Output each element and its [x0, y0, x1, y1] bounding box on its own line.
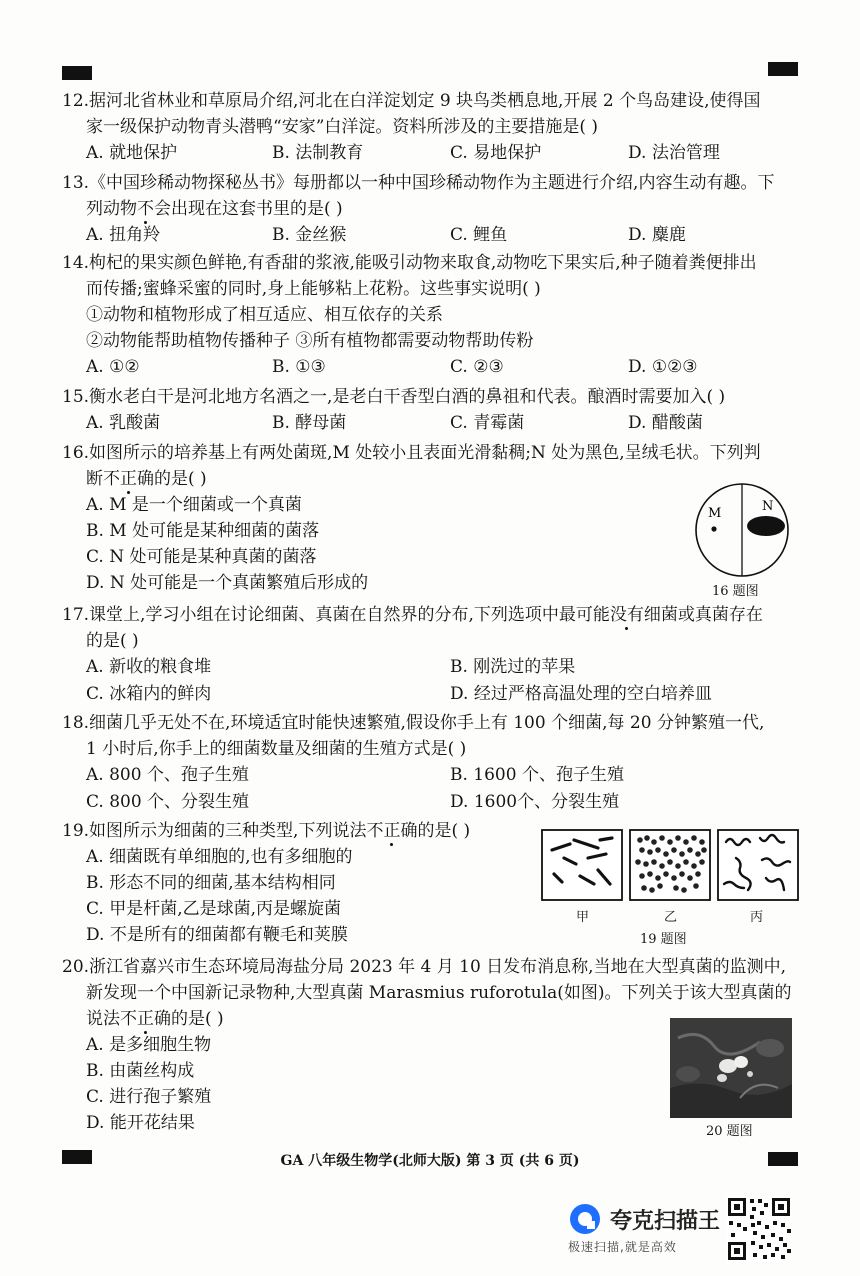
- question-12-stem-line-2: 家一级保护动物青头潜鸭“安家”白洋淀。资料所涉及的主要措施是( ): [86, 117, 599, 137]
- figure-19-caption: 19 题图: [640, 932, 687, 947]
- question-15-stem-line-1: 15.衡水老白干是河北地方名酒之一,是老白干香型白酒的鼻祖和代表。酿酒时需要加入( ): [62, 387, 726, 407]
- option-d: D. 麋鹿: [628, 225, 686, 245]
- mushroom-cap: [717, 1074, 727, 1082]
- emphasis-dot-text: 不正确: [103, 469, 154, 489]
- question-16-stem-line-1: 16.如图所示的培养基上有两处菌斑,M 处较小且表面光滑黏稠;N 处为黑色,呈绒毛状。下列判: [62, 443, 761, 463]
- question-14: [62, 250, 802, 380]
- option-d: D. 经过严格高温处理的空白培养皿: [450, 684, 712, 704]
- page-footer: GA 八年级生物学(北师大版) 第 3 页 (共 6 页): [280, 1153, 580, 1169]
- option-d: D. 1600个、分裂生殖: [450, 792, 620, 812]
- label-m: M: [708, 506, 722, 521]
- panel-bacilli: [542, 830, 622, 900]
- question-18-options-row-2: [62, 789, 802, 816]
- option-b: B. 形态不同的细菌,基本结构相同: [86, 873, 336, 893]
- question-17-options-row-1: [62, 654, 802, 681]
- figure-19-label-yi: 乙: [664, 910, 678, 925]
- question-13-options: [62, 222, 802, 248]
- scanner-brand-name: 夸克扫描王: [610, 1209, 721, 1234]
- question-20-stem-line-2: 新发现一个中国新记录物种,大型真菌 Marasmius ruforotula(如图)。下列关于该大型真菌的: [86, 983, 792, 1003]
- question-17: [62, 602, 802, 708]
- option-b: B. 酵母菌: [272, 413, 347, 433]
- option-c: C. 甲是杆菌,乙是球菌,丙是螺旋菌: [86, 899, 342, 919]
- mushroom-cap: [734, 1056, 748, 1068]
- figure-16-caption: 16 题图: [712, 584, 759, 599]
- question-14-stem-line-1: 14.枸杞的果实颜色鲜艳,有香甜的浆液,能吸引动物来取食,动物吃下果实后,种子随着粪便排出: [62, 253, 757, 273]
- question-20-stem-line-3: 说法不正确的是( ): [86, 1009, 224, 1029]
- option-a: A. 扭角羚: [86, 225, 161, 245]
- option-d: D. N 处可能是一个真菌繁殖后形成的: [86, 573, 369, 593]
- option-a: A. 乳酸菌: [86, 413, 161, 433]
- question-14-stem-line-2: 而传播;蜜蜂采蜜的同时,身上能够粘上花粉。这些事实说明( ): [86, 279, 541, 299]
- option-c: C. ②③: [450, 357, 504, 377]
- option-a: A. 是多细胞生物: [86, 1035, 212, 1055]
- scanner-tagline: 极速扫描,就是高效: [568, 1240, 677, 1254]
- question-14-statement-2: ②动物能帮助植物传播种子 ③所有植物都需要动物帮助传粉: [86, 331, 534, 351]
- question-20-stem-line-1: 20.浙江省嘉兴市生态环境局海盐分局 2023 年 4 月 10 日发布消息称,当地在大型真菌的监测中,: [62, 957, 786, 977]
- question-18: [62, 710, 802, 816]
- option-b: B. 由菌丝构成: [86, 1061, 195, 1081]
- registration-mark-top-right: [768, 62, 798, 76]
- question-13-stem-line-2: 列动物不会出现在这套书里的是( ): [86, 199, 343, 219]
- option-d: D. 法治管理: [628, 143, 720, 163]
- panel-cocci: [630, 830, 710, 900]
- option-c: C. 进行孢子繁殖: [86, 1087, 212, 1107]
- label-n: N: [762, 499, 774, 514]
- question-19-stem-line-1: 19.如图所示为细菌的三种类型,下列说法不正确的是( ): [62, 821, 471, 841]
- registration-mark-top-left: [62, 66, 92, 80]
- question-15-options: [62, 410, 802, 436]
- question-14-statement-1: ①动物和植物形成了相互适应、相互依存的关系: [86, 305, 443, 325]
- option-b: B. M 处可能是某种细菌的菌落: [86, 521, 320, 541]
- option-b: B. ①③: [272, 357, 326, 377]
- option-b: B. 1600 个、孢子生殖: [450, 765, 624, 785]
- question-12: [62, 88, 802, 166]
- emphasis-dot-text: 不: [137, 199, 154, 219]
- emphasis-dot-text: 不正确: [366, 821, 418, 841]
- question-18-stem-line-1: 18.细菌几乎无处不在,环境适宜时能快速繁殖,假设你手上有 100 个细菌,每 20 分钟繁殖一代,: [62, 713, 765, 733]
- option-b: B. 刚洗过的苹果: [450, 657, 576, 677]
- scanner-logo-icon: [568, 1202, 602, 1236]
- emphasis-dot-text: 没有: [609, 605, 644, 625]
- option-b: B. 金丝猴: [272, 225, 347, 245]
- option-b: B. 法制教育: [272, 143, 364, 163]
- option-c: C. N 处可能是某种真菌的菌落: [86, 547, 317, 567]
- question-17-stem-line-1: 17.课堂上,学习小组在讨论细菌、真菌在自然界的分布,下列选项中最可能没有细菌或真菌存在: [62, 605, 763, 625]
- figure-19-label-bing: 丙: [750, 910, 764, 925]
- question-14-options: [62, 354, 802, 380]
- figure-20-mushroom-photo: [670, 1018, 792, 1118]
- option-c: C. 易地保护: [450, 143, 542, 163]
- option-a: A. 新收的粮食堆: [86, 657, 212, 677]
- colony-n: [747, 516, 785, 536]
- option-a: A. ①②: [86, 357, 140, 377]
- option-c: C. 冰箱内的鲜肉: [86, 684, 212, 704]
- option-a: A. 就地保护: [86, 143, 178, 163]
- option-d: D. 能开花结果: [86, 1113, 195, 1133]
- option-a: A. 细菌既有单细胞的,也有多细胞的: [86, 847, 353, 867]
- question-18-options-row-1: [62, 762, 802, 789]
- option-d: D. 不是所有的细菌都有鞭毛和荚膜: [86, 925, 348, 945]
- question-13: [62, 170, 802, 248]
- question-12-stem-line-1: 12.据河北省林业和草原局介绍,河北在白洋淀划定 9 块鸟类栖息地,开展 2 个鸟岛建设,使得国: [62, 91, 761, 111]
- figure-20-caption: 20 题图: [706, 1124, 753, 1139]
- figure-19-bacteria-types: [540, 828, 802, 902]
- qr-code-icon: [726, 1196, 792, 1262]
- question-12-options: [62, 140, 802, 166]
- question-17-options-row-2: [62, 681, 802, 708]
- question-13-stem-line-1: 13.《中国珍稀动物探秘丛书》每册都以一种中国珍稀动物作为主题进行介绍,内容生动有趣。下: [62, 173, 775, 193]
- figure-19-label-jia: 甲: [576, 910, 590, 925]
- question-17-stem-line-2: 的是( ): [86, 631, 139, 651]
- question-18-stem-line-2: 1 小时后,你手上的细菌数量及细菌的生殖方式是( ): [86, 739, 467, 759]
- emphasis-dot-text: 不正确: [120, 1009, 171, 1029]
- colony-m: [711, 526, 716, 531]
- question-16-stem-line-2: 断不正确的是( ): [86, 469, 207, 489]
- figure-16-petri-dish: [688, 480, 798, 580]
- option-a: A. 800 个、孢子生殖: [86, 765, 249, 785]
- option-c: C. 青霉菌: [450, 413, 525, 433]
- option-d: D. ①②③: [628, 357, 698, 377]
- option-d: D. 醋酸菌: [628, 413, 703, 433]
- option-c: C. 800 个、分裂生殖: [86, 792, 250, 812]
- option-a: A. M 是一个细菌或一个真菌: [86, 495, 302, 515]
- question-15: [62, 384, 802, 436]
- mushroom-cap: [747, 1071, 753, 1077]
- option-c: C. 鲤鱼: [450, 225, 508, 245]
- scanner-watermark: [566, 1198, 726, 1258]
- panel-spirilla: [718, 830, 798, 900]
